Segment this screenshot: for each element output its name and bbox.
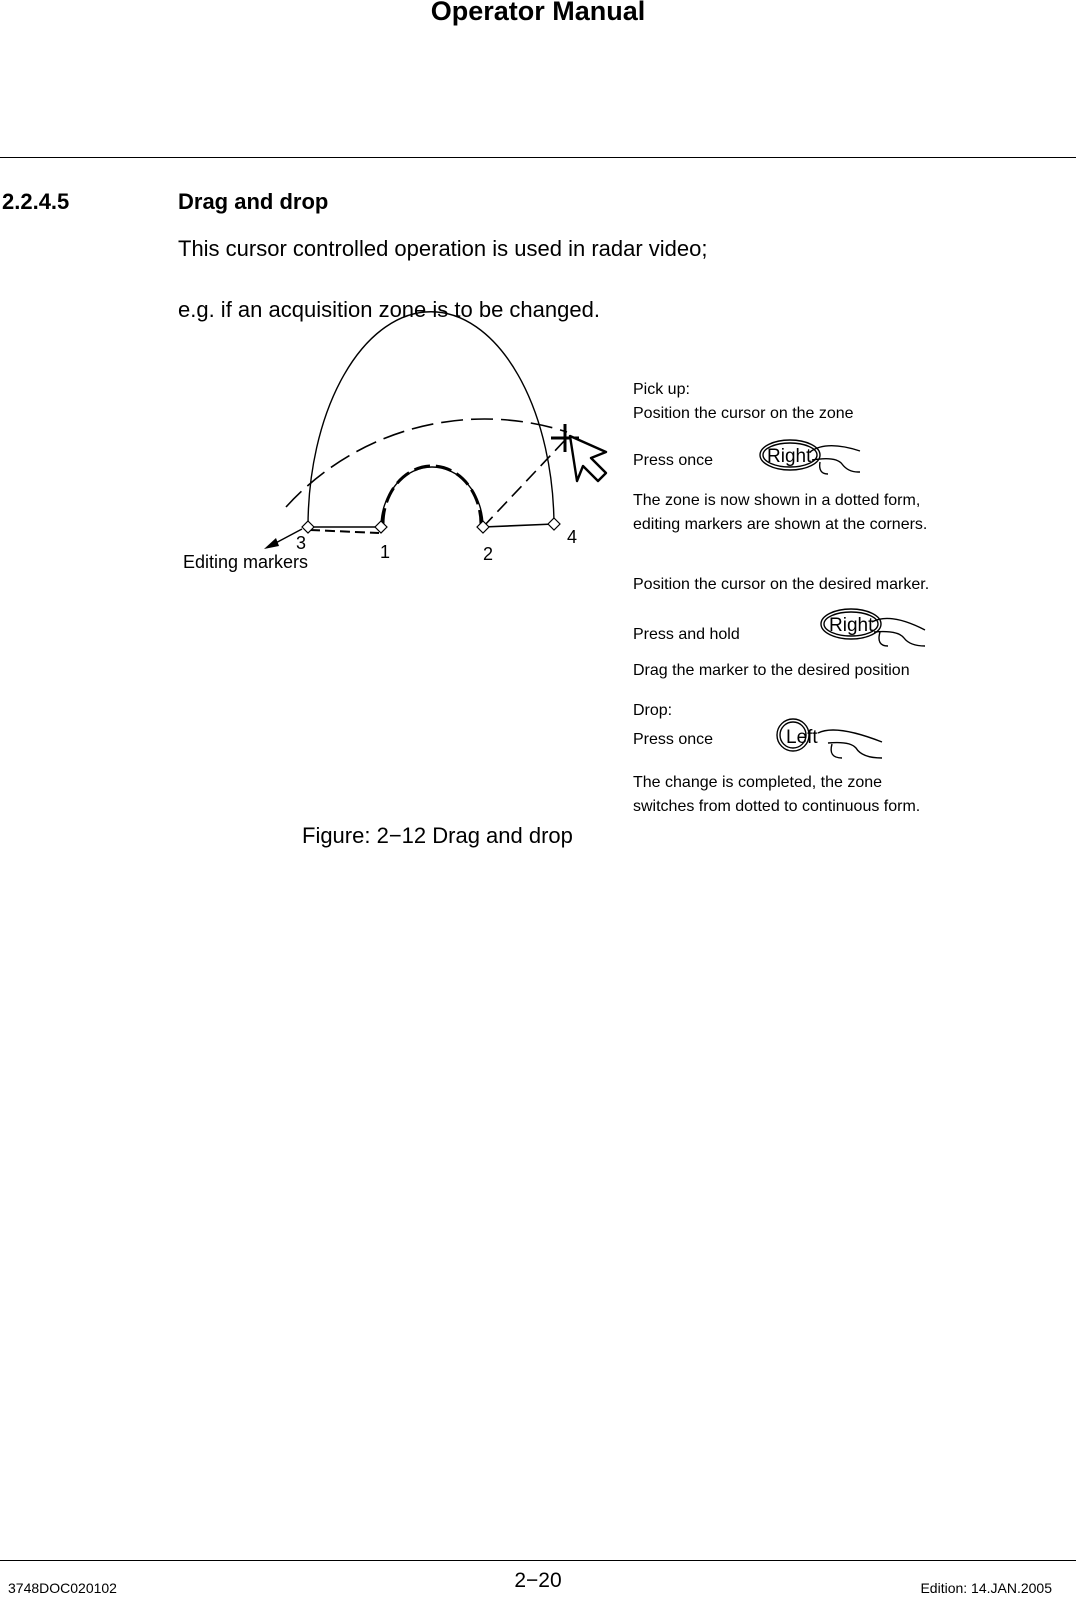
cursor-arrow-icon [551, 424, 606, 481]
left-button-label: Left [786, 727, 818, 748]
editing-marker-3 [302, 521, 314, 533]
zone-outer-arc [308, 312, 554, 527]
right-button-label-1: Right [767, 446, 812, 467]
marker-number-4: 4 [567, 527, 578, 547]
section-title: Drag and drop [178, 189, 329, 214]
press-hold-text: Press and hold [633, 626, 740, 643]
section-number: 2.2.4.5 [2, 189, 70, 214]
dashed-left-base [310, 530, 379, 533]
editing-markers-label: Editing markers [183, 552, 309, 572]
intro-line-2: e.g. if an acquisition zone is to be changed. [178, 297, 600, 322]
dashed-inner-arc [383, 466, 481, 524]
footer-rule [0, 1560, 1076, 1561]
press-once-text-2: Press once [633, 731, 714, 748]
drag-marker-text: Drag the marker to the desired position [633, 662, 910, 679]
marker-number-1: 1 [380, 542, 391, 562]
pickup-heading: Pick up: [633, 381, 690, 398]
zone-dotted-text-2: editing markers are shown at the corners. [633, 516, 928, 533]
pickup-position-text: Position the cursor on the zone [633, 405, 854, 422]
position-marker-text: Position the cursor on the desired marker. [633, 576, 930, 593]
zone-right-base [483, 524, 554, 527]
footer-doc-id: 3748DOC020102 [8, 1580, 117, 1596]
editing-marker-4 [548, 518, 560, 530]
footer-edition: Edition: 14.JAN.2005 [920, 1580, 1052, 1596]
dashed-outer-arc [286, 419, 567, 507]
right-button-label-2: Right [829, 615, 874, 636]
editing-markers-arrowhead [264, 538, 279, 549]
intro-line-1: This cursor controlled operation is used in radar video; [178, 236, 708, 261]
footer-page-number: 2−20 [514, 1569, 562, 1592]
editing-marker-1 [375, 521, 387, 533]
change-completed-text-1: The change is completed, the zone [633, 774, 883, 791]
zone-inner-arc [381, 467, 483, 527]
zone-dotted-text-1: The zone is now shown in a dotted form, [633, 492, 921, 509]
marker-number-3: 3 [296, 533, 307, 553]
drop-heading: Drop: [633, 702, 673, 719]
page-header-title: Operator Manual [430, 0, 646, 26]
press-once-text-1: Press once [633, 452, 714, 469]
change-completed-text-2: switches from dotted to continuous form. [633, 798, 921, 815]
figure-caption: Figure: 2−12 Drag and drop [302, 823, 573, 848]
marker-number-2: 2 [483, 544, 494, 564]
